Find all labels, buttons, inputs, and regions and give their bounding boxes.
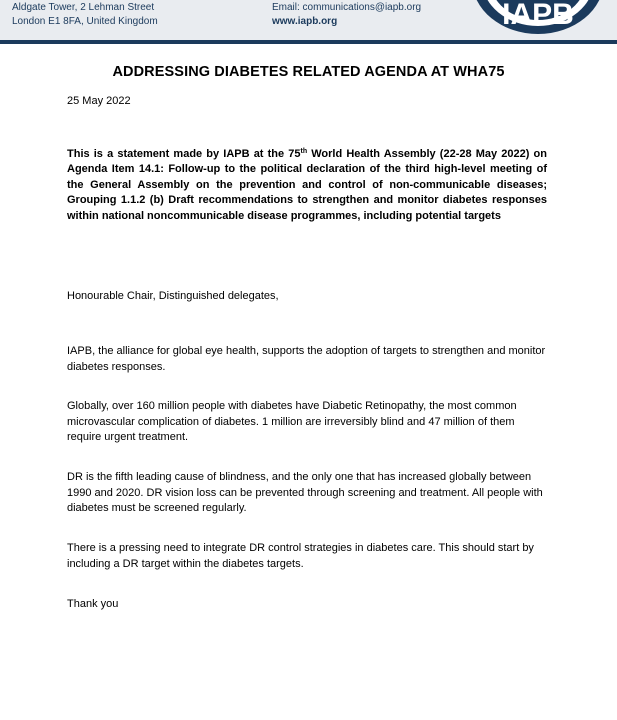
intro-text-start: This is a statement made by IAPB at the 75 <box>67 148 301 160</box>
email-text[interactable]: Email: communications@iapb.org <box>272 2 422 13</box>
paragraph-integration: There is a pressing need to integrate DR control strategies in diabetes care. This should start by including a DR target within the diabetes targets. <box>67 542 534 570</box>
address-line-1: Aldgate Tower, 2 Lehman Street <box>12 2 155 13</box>
closing-text: Thank you <box>67 598 119 610</box>
paragraph-cause: DR is the fifth leading cause of blindness, and the only one that has increased globally between 1990 and 2020. DR vision loss can be prevented through screening and treatment. All people with diabetes must be screened regularly. <box>67 471 543 514</box>
paragraph-prevalence: Globally, over 160 million people with diabetes have Diabetic Retinopathy, the most common microvascular complication of diabetes. 1 million are irreversibly blind and 47 million of them require urgent treatment. <box>67 400 517 443</box>
intro-text-end: World Health Assembly (22-28 May 2022) on Agenda Item 14.1: Follow-up to the political declaration of the third high-level meeting of the General Assembly on the prevention and control of non-communicable diseases; Grouping 1.1.2 (b) Draft recommendations to strengthen and monitor diabetes responses within national noncommunicable disease programmes, including potential targets <box>67 148 547 222</box>
iapb-logo <box>468 0 608 35</box>
intro-superscript: th <box>300 148 308 155</box>
paragraph-support: IAPB, the alliance for global eye health, supports the adoption of targets to strengthen and monitor diabetes responses. <box>67 345 546 373</box>
document-date: 25 May 2022 <box>67 95 131 107</box>
letterhead-band <box>0 0 617 42</box>
document-title: ADDRESSING DIABETES RELATED AGENDA AT WHA75 <box>112 64 505 80</box>
logo-text: IAPB <box>502 0 574 31</box>
statement-intro <box>67 147 547 224</box>
salutation: Honourable Chair, Distinguished delegates, <box>67 290 279 302</box>
address-block <box>12 1 158 29</box>
contact-block <box>272 1 421 29</box>
address-line-2: London E1 8FA, United Kingdom <box>12 16 158 27</box>
header-rule <box>0 40 617 44</box>
website-link[interactable]: www.iapb.org <box>272 16 338 27</box>
